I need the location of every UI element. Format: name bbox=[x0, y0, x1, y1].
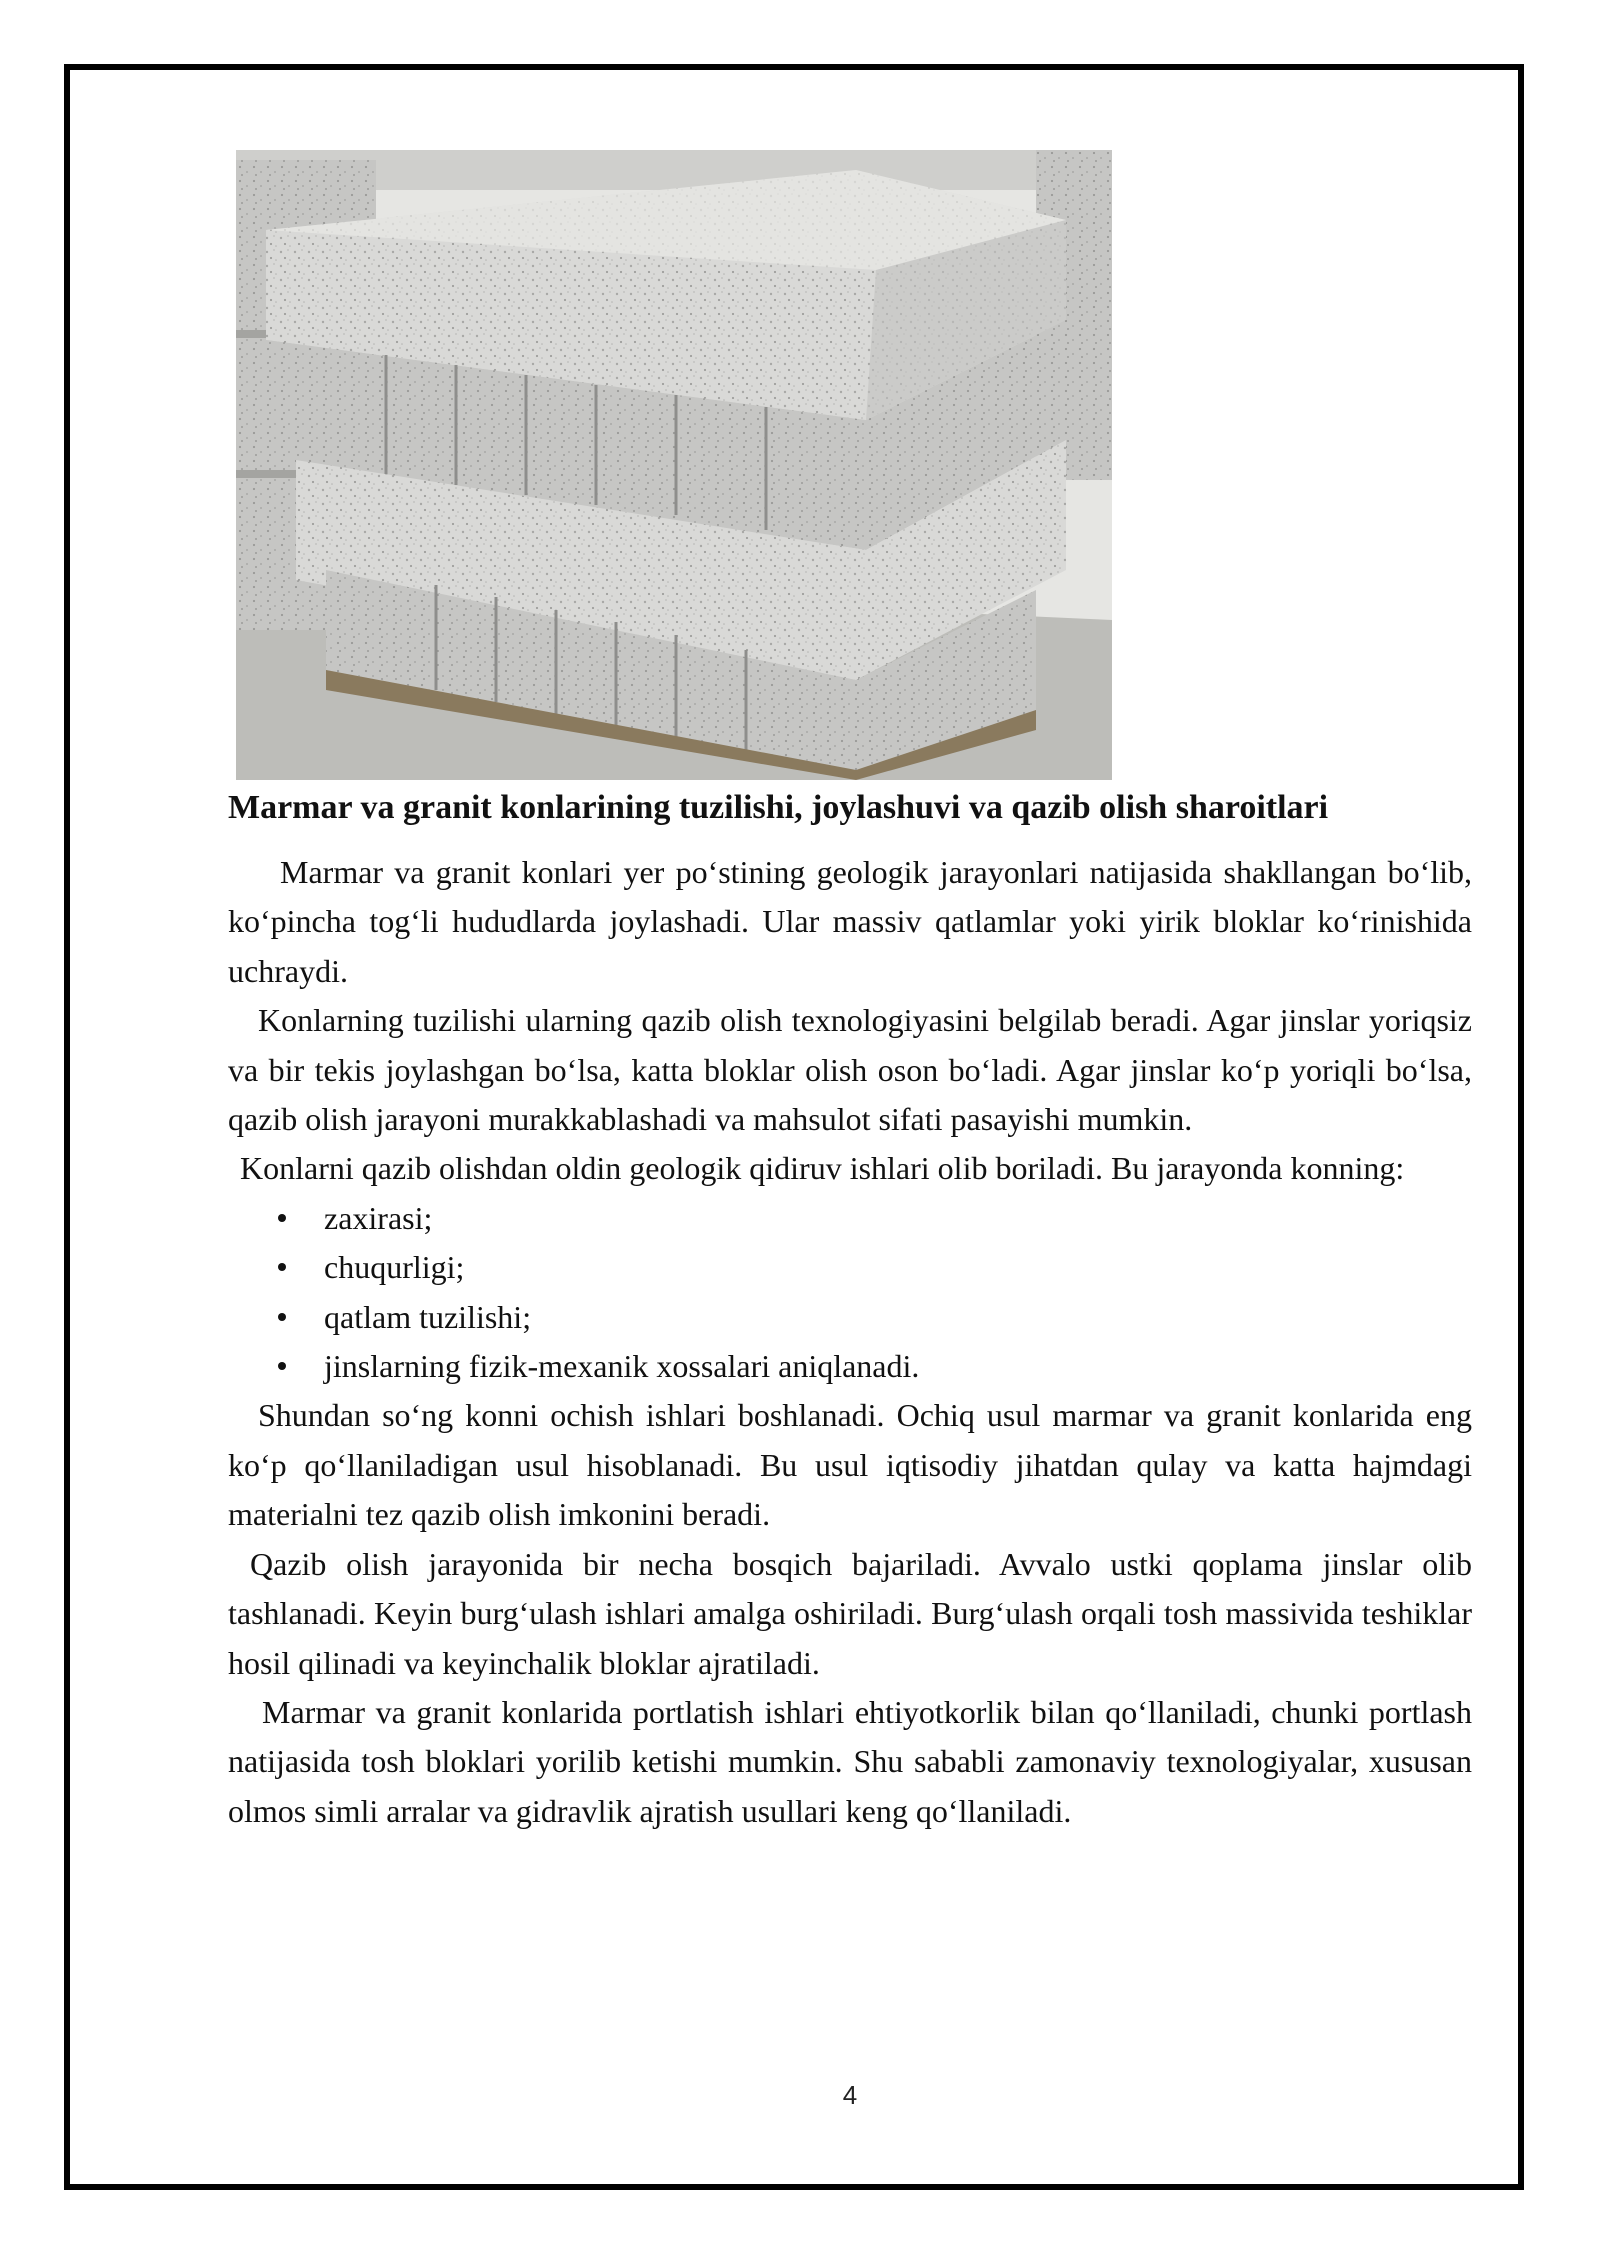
bullet-dot bbox=[278, 1263, 286, 1271]
paragraph-1: Marmar va granit konlari yer po‘stining geologik jarayonlari natijasida shakllangan bo‘lib, ko‘pincha tog‘li hududlarda joylashadi. Ular massiv qatlamlar yoki yirik bloklar ko‘rinishida uchraydi. bbox=[228, 854, 1472, 989]
paragraph-2: Konlarning tuzilishi ularning qazib olish texnologiyasini belgilab beradi. Agar jinslar yoriqsiz va bir tekis joylashgan bo‘lsa, katta bloklar olish oson bo‘ladi. Agar jinslar ko‘p yoriqli bo‘lsa, qazib olish jarayoni murakkablashadi va mahsulot sifati pasayishi mumkin. bbox=[228, 1002, 1472, 1138]
granite-blocks-photo bbox=[236, 150, 1112, 780]
bullet-dot bbox=[278, 1214, 286, 1222]
section-heading: Marmar va granit konlarining tuzilishi, joylashuvi va qazib olish sharoitlari bbox=[228, 789, 1329, 826]
granite-blocks-illustration bbox=[236, 150, 1112, 780]
bullet-list bbox=[228, 1194, 1472, 1392]
paragraph-6: Marmar va granit konlarida portlatish ishlari ehtiyotkorlik bilan qo‘llaniladi, chunki portlash natijasida tosh bloklari yorilib ketishi mumkin. Shu sababli zamonaviy texnologiyalar, xususan olmos simli arralar va gidravlik ajratish usullari keng qo‘llaniladi. bbox=[228, 1693, 1472, 1829]
bullet-dot bbox=[278, 1362, 286, 1370]
list-item: jinslarning fizik-mexanik xossalari aniqlanadi. bbox=[228, 1342, 1472, 1391]
list-item: chuqurligi; bbox=[228, 1243, 1472, 1292]
page-number: 4 bbox=[842, 2080, 858, 2110]
paragraph-5: Qazib olish jarayonida bir necha bosqich bajariladi. Avvalo ustki qoplama jinslar olib tashlanadi. Keyin burg‘ulash ishlari amalga oshiriladi. Burg‘ulash orqali tosh massivida teshiklar hosil qilinadi va keyinchalik bloklar ajratiladi. bbox=[228, 1545, 1472, 1681]
paragraph-3: Konlarni qazib olishdan oldin geologik qidiruv ishlari olib boriladi. Bu jarayonda konning: bbox=[240, 1150, 1405, 1187]
list-item: zaxirasi; bbox=[228, 1194, 1472, 1243]
bullet-dot bbox=[278, 1313, 286, 1321]
list-item: qatlam tuzilishi; bbox=[228, 1293, 1472, 1342]
paragraph-4: Shundan so‘ng konni ochish ishlari boshlanadi. Ochiq usul marmar va granit konlarida eng ko‘p qo‘llaniladigan usul hisoblanadi. Bu usul iqtisodiy jihatdan qulay va katta hajmdagi materialni tez qazib olish imkonini beradi. bbox=[228, 1397, 1472, 1533]
document-body bbox=[228, 782, 1472, 1836]
